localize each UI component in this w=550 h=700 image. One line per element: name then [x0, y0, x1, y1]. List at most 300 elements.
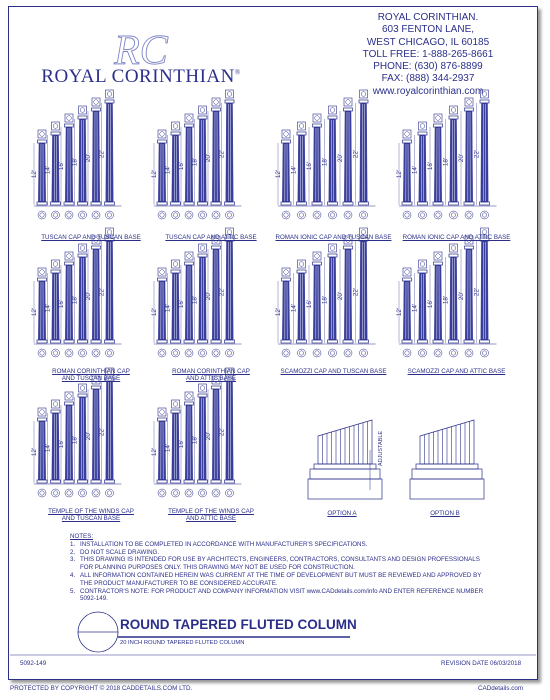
base-plan-inner-circle [67, 213, 71, 217]
caddetails-link[interactable]: CADdetails.com [478, 685, 524, 692]
column-capital [465, 108, 474, 111]
column-base [51, 202, 61, 205]
column-height-label: 22' [98, 149, 106, 159]
base-plan-inner-circle [214, 351, 218, 355]
column-height-label: 18' [71, 157, 79, 167]
capital-plan-symbol [92, 98, 100, 106]
base-plan-inner-circle [346, 213, 350, 217]
base-plan-inner-circle [405, 351, 409, 355]
column-capital [51, 132, 60, 135]
company-name: ROYAL CORINTHIAN. [377, 12, 479, 23]
base-plan-symbol [79, 211, 87, 219]
capital-plan-symbol [38, 408, 46, 416]
capital-plan-symbol [481, 90, 489, 98]
column-height-label: 14' [290, 303, 298, 313]
column-base [480, 340, 490, 343]
base-plan-symbol [106, 211, 114, 219]
capital-plan-circle [80, 246, 85, 251]
capital-plan-symbol [360, 90, 368, 98]
base-plan-symbol [403, 211, 411, 219]
column-height-label: 12' [151, 447, 158, 457]
column-height-label: 16' [178, 299, 185, 309]
base-plan-symbol [212, 349, 220, 357]
base-plan-symbol [419, 211, 427, 219]
base-plan-inner-circle [451, 213, 455, 217]
column-base [433, 202, 443, 205]
column-base [51, 340, 61, 343]
company-address-line1: 603 FENTON LANE, [381, 24, 475, 36]
column-height-label: 16' [58, 299, 65, 309]
capital-plan-circle [315, 116, 320, 121]
column-capital [158, 278, 167, 281]
column-shaft [282, 281, 289, 340]
capital-plan-circle [299, 262, 304, 267]
base-plan-symbol [185, 211, 193, 219]
column-base [37, 340, 47, 343]
column-base [157, 202, 167, 205]
capital-plan-symbol [172, 260, 180, 268]
column-base [78, 340, 88, 343]
revision-date: REVISION DATE 06/03/2018 [441, 660, 522, 667]
column-capital [212, 108, 221, 111]
note-item: 5. CONTRACTOR'S NOTE: FOR PRODUCT AND COMPANY INFORMATION VISIT www.CADdetails.com/info AND ENTER REFERENCE NUMBER 5092-149. [70, 587, 484, 603]
capital-plan-symbol [106, 90, 114, 98]
column-capital [185, 262, 194, 265]
column-capital [78, 394, 87, 397]
column-height-label: 18' [71, 295, 79, 305]
column-shaft [450, 257, 457, 340]
capital-plan-circle [346, 100, 351, 105]
capital-plan-circle [173, 402, 178, 407]
capital-plan-circle [420, 262, 425, 267]
base-plan-inner-circle [67, 351, 71, 355]
column-shaft [282, 143, 289, 202]
base-plan-inner-circle [467, 213, 471, 217]
capital-plan-symbol [199, 384, 207, 392]
column-shaft [360, 103, 367, 202]
column-height-label: 22' [218, 149, 226, 159]
company-fax: FAX: (888) 344-2937 [381, 73, 475, 85]
drawing-subtitle: 20 INCH ROUND TAPERED FLUTED COLUMN [120, 640, 245, 646]
base-plan-symbol [158, 211, 166, 219]
column-height-label: 12' [31, 169, 38, 179]
base-plan-symbol [282, 211, 290, 219]
base-plan-inner-circle [173, 351, 177, 355]
option-a-plinth [308, 479, 382, 499]
base-plan-inner-circle [187, 491, 191, 495]
capital-plan-symbol [419, 260, 427, 268]
base-plan-symbol [92, 489, 100, 497]
base-plan-symbol [65, 489, 73, 497]
column-capital [38, 278, 47, 281]
capital-plan-circle [40, 132, 45, 137]
column-capital [418, 270, 427, 273]
capital-plan-circle [214, 100, 219, 105]
column-capital [92, 108, 101, 111]
column-capital [171, 410, 180, 413]
column-base [464, 340, 474, 343]
capital-plan-circle [482, 92, 487, 97]
column-shaft [298, 135, 305, 202]
column-height-label: 12' [151, 307, 158, 317]
base-plan-symbol [65, 211, 73, 219]
column-base [198, 480, 208, 483]
base-plan-symbol [465, 349, 473, 357]
base-plan-inner-circle [330, 351, 334, 355]
base-plan-symbol [106, 489, 114, 497]
column-capital [480, 100, 489, 103]
base-plan-inner-circle [40, 491, 44, 495]
column-capital [465, 246, 474, 249]
base-plan-inner-circle [436, 351, 440, 355]
column-capital [171, 270, 180, 273]
column-height-label: 18' [442, 295, 450, 305]
base-plan-symbol [185, 489, 193, 497]
column-shaft [226, 241, 233, 340]
column-height-label: 16' [306, 299, 313, 309]
capital-plan-circle [187, 254, 192, 259]
column-height-label: 22' [218, 427, 226, 437]
group-caption: TUSCAN CAP AND TUSCAN BASE [41, 234, 141, 241]
column-height-label: 18' [321, 295, 329, 305]
column-height-label: 16' [427, 161, 434, 171]
capital-plan-circle [160, 270, 165, 275]
base-plan-inner-circle [53, 491, 57, 495]
company-tollfree: TOLL FREE: 1-888-265-8661 [362, 48, 494, 60]
capital-plan-circle [436, 254, 441, 259]
column-height-label: 14' [44, 165, 52, 175]
column-shaft [106, 241, 113, 340]
capital-plan-circle [53, 402, 58, 407]
capital-plan-symbol [419, 122, 427, 130]
column-height-label: 16' [178, 161, 185, 171]
column-height-label: 20' [205, 153, 212, 163]
column-height-label: 16' [427, 299, 434, 309]
capital-plan-circle [330, 108, 335, 113]
capital-plan-circle [451, 108, 456, 113]
column-height-label: 22' [473, 287, 481, 297]
capital-plan-symbol [434, 114, 442, 122]
capital-plan-symbol [313, 252, 321, 260]
capital-plan-symbol [403, 130, 411, 138]
base-plan-symbol [360, 349, 368, 357]
capital-plan-symbol [329, 244, 337, 252]
group-caption: ROMAN IONIC CAP AND TUSCAN BASE [275, 234, 392, 241]
capital-plan-symbol [329, 106, 337, 114]
capital-plan-symbol [199, 244, 207, 252]
capital-plan-symbol [172, 122, 180, 130]
capital-plan-symbol [65, 252, 73, 260]
column-height-label: 16' [306, 161, 313, 171]
column-shaft [403, 143, 410, 202]
base-plan-symbol [52, 489, 60, 497]
note-item: 4. ALL INFORMATION CONTAINED HEREIN WAS CURRENT AT THE TIME OF DEVELOPMENT BUT MUST BE REVIEWED AND APPROVED BY THE PRODUCT MANUFACTURER TO BE CONSIDERED ACCURATE. [70, 571, 482, 587]
base-plan-inner-circle [405, 213, 409, 217]
column-capital [344, 246, 353, 249]
column-height-label: 12' [31, 307, 38, 317]
capital-plan-symbol [465, 98, 473, 106]
column-shaft [434, 127, 441, 202]
column-base [343, 340, 353, 343]
column-base [171, 202, 181, 205]
column-base [433, 340, 443, 343]
column-capital [434, 124, 443, 127]
column-base [281, 340, 291, 343]
capital-plan-symbol [79, 106, 87, 114]
column-base [171, 480, 181, 483]
column-base [91, 480, 101, 483]
column-capital [449, 254, 458, 257]
capital-plan-symbol [212, 98, 220, 106]
column-capital [38, 140, 47, 143]
base-plan-inner-circle [420, 351, 424, 355]
option-b-label: OPTION B [430, 510, 460, 517]
capital-plan-circle [80, 386, 85, 391]
capital-plan-symbol [65, 392, 73, 400]
column-capital [65, 402, 74, 405]
column-base [312, 340, 322, 343]
base-plan-symbol [481, 349, 489, 357]
note-item: 1. INSTALLATION TO BE COMPLETED IN ACCORDANCE WITH MANUFACTURER'S SPECIFICATIONS. [70, 540, 368, 548]
company-phone: PHONE: (630) 876-8899 [373, 61, 483, 73]
column-base [225, 202, 235, 205]
capital-plan-symbol [52, 260, 60, 268]
column-shaft [403, 281, 410, 340]
column-capital [65, 124, 74, 127]
base-plan-symbol [185, 349, 193, 357]
capital-plan-circle [187, 394, 192, 399]
column-capital [297, 132, 306, 135]
column-base [184, 340, 194, 343]
column-height-label: 20' [85, 153, 92, 163]
column-shaft [313, 127, 320, 202]
column-shaft [329, 257, 336, 340]
group-caption: SCAMOZZI CAP AND TUSCAN BASE [280, 368, 387, 375]
column-shaft [434, 265, 441, 340]
base-plan-inner-circle [160, 491, 164, 495]
column-height-label: 14' [411, 165, 419, 175]
column-height-label: 14' [164, 303, 172, 313]
base-plan-symbol [226, 489, 234, 497]
base-plan-inner-circle [214, 491, 218, 495]
column-height-label: 22' [98, 427, 106, 437]
capital-plan-circle [315, 254, 320, 259]
capital-plan-circle [405, 270, 410, 275]
base-plan-inner-circle [107, 491, 111, 495]
column-capital [51, 410, 60, 413]
column-base [51, 480, 61, 483]
column-base [211, 340, 221, 343]
column-shaft [344, 249, 351, 340]
column-base [449, 340, 459, 343]
column-height-label: 12' [151, 169, 158, 179]
column-height-label: 14' [164, 443, 172, 453]
capital-plan-circle [40, 410, 45, 415]
base-plan-symbol [329, 349, 337, 357]
capital-plan-circle [53, 262, 58, 267]
capital-plan-circle [436, 116, 441, 121]
column-capital [359, 100, 368, 103]
column-height-label: 18' [191, 295, 199, 305]
base-plan-inner-circle [160, 213, 164, 217]
capital-plan-symbol [298, 122, 306, 130]
column-capital [212, 246, 221, 249]
capital-plan-circle [200, 108, 205, 113]
base-plan-inner-circle [482, 351, 486, 355]
group-caption: ROMAN CORINTHIAN CAP AND TUSCAN BASE [52, 368, 130, 383]
base-plan-symbol [38, 211, 46, 219]
column-height-label: 14' [411, 303, 419, 313]
column-height-label: 22' [473, 149, 481, 159]
base-plan-symbol [329, 211, 337, 219]
capital-plan-symbol [282, 268, 290, 276]
base-plan-inner-circle [227, 491, 231, 495]
group-caption: TEMPLE OF THE WINDS CAP AND TUSCAN BASE [48, 508, 134, 523]
column-capital [92, 246, 101, 249]
column-capital [171, 132, 180, 135]
base-plan-inner-circle [67, 491, 71, 495]
column-base [64, 480, 74, 483]
base-plan-inner-circle [200, 351, 204, 355]
column-base [480, 202, 490, 205]
column-shaft [360, 241, 367, 340]
base-plan-symbol [52, 211, 60, 219]
base-plan-inner-circle [299, 213, 303, 217]
column-height-label: 20' [337, 153, 344, 163]
column-height-label: 20' [205, 291, 212, 301]
base-plan-inner-circle [227, 213, 231, 217]
capital-plan-circle [284, 132, 289, 137]
column-shaft [329, 119, 336, 202]
base-plan-symbol [226, 211, 234, 219]
base-plan-symbol [158, 349, 166, 357]
base-plan-symbol [172, 211, 180, 219]
column-base [359, 340, 369, 343]
column-capital [403, 140, 412, 143]
column-capital [198, 254, 207, 257]
column-capital [198, 394, 207, 397]
column-shaft [419, 273, 426, 340]
capital-plan-symbol [185, 114, 193, 122]
column-base [64, 340, 74, 343]
base-plan-symbol [172, 489, 180, 497]
column-base [464, 202, 474, 205]
capital-plan-symbol [158, 130, 166, 138]
option-b-plinth [410, 479, 484, 499]
capital-plan-symbol [158, 408, 166, 416]
registered-mark: ® [234, 68, 241, 77]
column-capital [212, 386, 221, 389]
column-capital [434, 262, 443, 265]
column-base [37, 202, 47, 205]
base-plan-symbol [199, 489, 207, 497]
column-height-label: 12' [31, 447, 38, 457]
column-capital [282, 278, 291, 281]
capital-plan-symbol [226, 90, 234, 98]
column-base [78, 202, 88, 205]
option-a-label: OPTION A [327, 510, 357, 517]
column-height-label: 18' [191, 157, 199, 167]
column-base [211, 202, 221, 205]
column-base [91, 340, 101, 343]
base-plan-symbol [298, 211, 306, 219]
column-base [328, 340, 338, 343]
column-capital [282, 140, 291, 143]
base-plan-symbol [313, 349, 321, 357]
capital-plan-circle [94, 100, 99, 105]
base-plan-symbol [212, 211, 220, 219]
column-base [297, 340, 307, 343]
capital-plan-circle [200, 386, 205, 391]
base-plan-inner-circle [482, 213, 486, 217]
column-height-label: 18' [71, 435, 79, 445]
column-shaft [106, 103, 113, 202]
capital-plan-circle [40, 270, 45, 275]
capital-plan-symbol [185, 392, 193, 400]
column-height-label: 20' [85, 291, 92, 301]
column-base [328, 202, 338, 205]
column-shaft [481, 241, 488, 340]
column-shaft [298, 273, 305, 340]
base-plan-inner-circle [94, 351, 98, 355]
column-height-label: 14' [44, 303, 52, 313]
column-height-label: 14' [290, 165, 298, 175]
company-website[interactable]: www.royalcorinthian.com [372, 85, 484, 97]
base-plan-inner-circle [40, 213, 44, 217]
column-capital [297, 270, 306, 273]
column-height-label: 12' [396, 307, 403, 317]
base-plan-inner-circle [80, 351, 84, 355]
column-base [64, 202, 74, 205]
capital-plan-symbol [313, 114, 321, 122]
capital-plan-circle [420, 124, 425, 129]
column-height-label: 16' [58, 439, 65, 449]
base-plan-inner-circle [94, 213, 98, 217]
base-plan-symbol [450, 349, 458, 357]
capital-plan-symbol [344, 98, 352, 106]
capital-plan-circle [67, 254, 72, 259]
base-plan-inner-circle [315, 213, 319, 217]
column-capital [185, 402, 194, 405]
capital-plan-symbol [185, 252, 193, 260]
base-plan-symbol [212, 489, 220, 497]
capital-plan-circle [107, 92, 112, 97]
capital-plan-circle [53, 124, 58, 129]
capital-plan-circle [173, 262, 178, 267]
column-height-label: 20' [205, 431, 212, 441]
capital-plan-symbol [79, 384, 87, 392]
logo-wordmark: ROYAL CORINTHIAN [41, 66, 235, 87]
base-plan-inner-circle [173, 213, 177, 217]
capital-plan-circle [67, 394, 72, 399]
column-shaft [313, 265, 320, 340]
capital-plan-circle [361, 92, 366, 97]
base-plan-symbol [79, 349, 87, 357]
column-capital [51, 270, 60, 273]
column-base [211, 480, 221, 483]
base-plan-inner-circle [40, 351, 44, 355]
column-height-label: 20' [337, 291, 344, 301]
capital-plan-circle [451, 246, 456, 251]
capital-plan-symbol [298, 260, 306, 268]
base-plan-symbol [92, 349, 100, 357]
base-plan-symbol [92, 211, 100, 219]
column-base [91, 202, 101, 205]
base-plan-inner-circle [361, 213, 365, 217]
column-height-label: 12' [396, 169, 403, 179]
copyright-notice: PROTECTED BY COPYRIGHT © 2018 CADDETAILS.COM LTD. [10, 685, 193, 692]
base-plan-symbol [172, 349, 180, 357]
